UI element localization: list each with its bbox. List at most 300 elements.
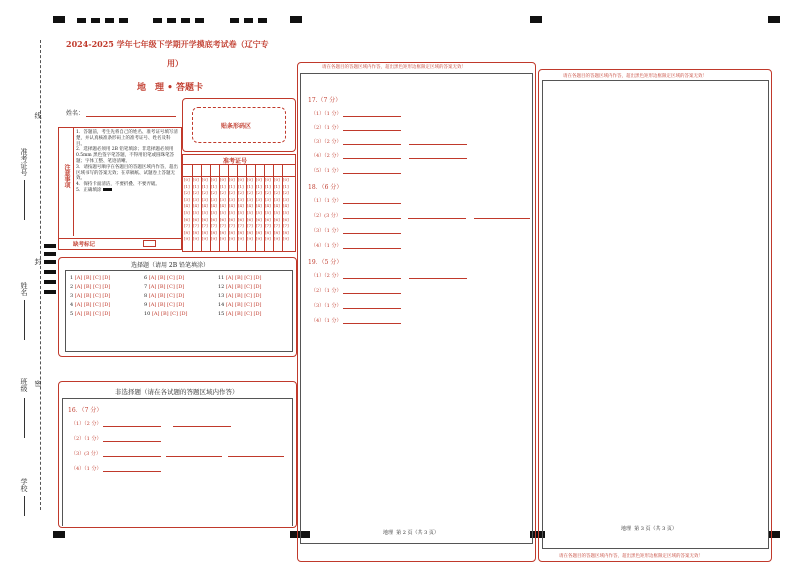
timing-mark [167,18,176,23]
q16-part-3 [71,450,284,457]
digit-bubble[interactable]: [0] [202,177,208,182]
digit-bubble[interactable]: [4] [184,203,190,209]
q19-heading: 19．（5 分） [308,259,343,266]
digit-bubble[interactable]: [4] [202,203,208,209]
answer-line[interactable] [343,124,401,131]
choice-column [70,274,110,319]
digit-bubble[interactable]: [7] [256,223,262,229]
answer-line[interactable] [343,272,401,279]
digit-bubble[interactable]: [9] [247,236,253,242]
digit-bubble[interactable]: [8] [265,229,271,235]
part-label: （5）（1 分） [311,168,342,174]
digit-bubble[interactable]: [8] [238,229,244,235]
digit-bubble[interactable]: [2] [265,190,271,196]
digit-bubble[interactable]: [0] [211,177,217,182]
barcode-label: 贴条形码区 [221,123,252,130]
notice-item-fill [76,188,178,194]
digit-bubble[interactable]: [5] [283,209,289,215]
answer-line[interactable] [409,138,467,145]
barcode-box [182,98,296,152]
subject-title: 地 理 • 答题卡 [137,83,204,93]
part-label: （3）(3 分） [71,451,101,457]
choice-row [144,283,187,292]
digit-bubble[interactable]: [5] [229,209,235,215]
digit-bubble[interactable]: [7] [274,223,280,229]
choice-bubbles[interactable]: [A] [B] [C] [D] [148,302,185,308]
digit-bubble[interactable]: [1] [265,183,271,189]
part-label: （3）（1 分） [311,228,342,234]
digit-bubble[interactable]: [8] [220,229,226,235]
answer-line[interactable] [409,272,467,279]
timing-mark [258,18,267,23]
timing-mark [768,16,780,23]
digit-bubble[interactable]: [6] [229,216,235,222]
q18-part-1 [311,197,401,204]
timing-mark [119,18,128,23]
answer-line[interactable] [343,138,401,145]
digit-bubble[interactable]: [3] [229,196,235,202]
answer-line[interactable] [103,465,161,472]
digit-bubble[interactable]: [0] [220,177,226,182]
digit-bubble[interactable]: [1] [211,183,217,189]
choice-bubbles[interactable]: [A] [B] [C] [D] [148,275,185,281]
part-label: （4）（2 分） [311,153,342,159]
exam-title: 2024-2025 学年七年级下学期开学摸底考试卷（辽宁专 [66,39,269,49]
student-name-row [66,108,176,117]
seal-mark-xian: 线 [34,112,42,119]
digit-bubble[interactable]: [8] [202,229,208,235]
q17-part-5 [311,167,401,174]
timing-mark [181,18,190,23]
answer-line[interactable] [343,152,401,159]
digit-bubble[interactable]: [7] [211,223,217,229]
digit-bubble[interactable]: [5] [265,209,271,215]
answer-line[interactable] [103,450,161,457]
q16-part-2 [71,435,161,442]
binding-line [40,40,41,510]
timing-mark [530,16,542,23]
digit-bubble[interactable]: [1] [193,183,199,189]
answer-line[interactable] [343,302,401,309]
digit-bubble[interactable]: [9] [238,236,244,242]
choice-bubbles[interactable]: [A] [B] [C] [D] [225,284,262,290]
part-label: （3）（2 分） [311,139,342,145]
choice-row [70,310,110,319]
choice-column [218,274,261,319]
notice-text [76,130,178,194]
choice-row [218,310,261,319]
margin-label-school: 学校 [20,478,28,492]
timing-mark [195,18,204,23]
digit-bubble[interactable]: [1] [229,183,235,189]
notice-item: 3．请按题号顺序在各题目的答题区域内作答，超出区域书写的答案无效；在草稿纸、试题卷上答题无效。 [76,164,178,182]
timing-mark [153,18,162,23]
digit-bubble[interactable]: [3] [184,196,190,202]
part-label: （1）（2 分） [311,273,342,279]
digit-bubble[interactable]: [9] [202,236,208,242]
choice-row [218,301,261,310]
question-number: 12 [218,284,226,290]
timing-mark [105,18,114,23]
choice-row [144,292,187,301]
digit-bubble[interactable]: [2] [220,190,226,196]
digit-bubble[interactable]: [7] [229,223,235,229]
digit-bubble[interactable]: [7] [193,223,199,229]
nonchoice-inner [62,398,293,526]
timing-mark [44,244,56,248]
part-label: （2）（1 分） [71,436,102,442]
digit-bubble[interactable]: [6] [265,216,271,222]
question-number: 11 [218,275,226,281]
margin-label-name: 姓名 [20,282,28,296]
question-number: 5 [70,311,75,317]
digit-bubble[interactable]: [1] [247,183,253,189]
digit-bubble[interactable]: [6] [274,216,280,222]
digit-bubble[interactable]: [2] [247,190,253,196]
q16-heading: 16．（7 分） [68,407,103,414]
digit-bubble[interactable]: [3] [202,196,208,202]
digit-bubble[interactable]: [0] [265,177,271,182]
digit-bubble[interactable]: [6] [220,216,226,222]
answer-line[interactable] [409,152,467,159]
digit-bubble[interactable]: [3] [238,196,244,202]
choice-row [70,301,110,310]
margin-label-class: 班级 [20,378,28,392]
choice-row [144,310,187,319]
digit-bubble[interactable]: [4] [274,203,280,209]
digit-bubble[interactable]: [5] [247,209,253,215]
part-label: （2）（1 分） [311,125,342,131]
digit-bubble[interactable]: [2] [274,190,280,196]
question-number: 14 [218,302,226,308]
choice-bubbles[interactable]: [A] [B] [C] [D] [225,275,262,281]
answer-line[interactable] [343,242,401,249]
digit-bubble[interactable]: [4] [247,203,253,209]
digit-bubble[interactable]: [5] [202,209,208,215]
digit-bubble[interactable]: [6] [193,216,199,222]
digit-bubble[interactable]: [9] [283,236,289,242]
digit-bubble[interactable]: [4] [193,203,199,209]
digit-bubble[interactable]: [1] [202,183,208,189]
digit-bubble[interactable]: [5] [274,209,280,215]
q17-part-4 [311,152,467,159]
digit-bubble[interactable]: [9] [220,236,226,242]
digit-bubble[interactable]: [8] [193,229,199,235]
exam-number-bubbles[interactable] [184,177,294,249]
digit-bubble[interactable]: [3] [274,196,280,202]
part-label: （1）（2 分） [71,421,102,427]
digit-bubble[interactable]: [8] [229,229,235,235]
digit-bubble[interactable]: [6] [211,216,217,222]
digit-bubble[interactable]: [0] [283,177,289,182]
choice-row [144,301,187,310]
answer-line[interactable] [103,420,161,427]
digit-bubble[interactable]: [7] [220,223,226,229]
margin-underline [24,180,25,220]
digit-column [193,177,199,243]
q16-part-1 [71,420,231,427]
seal-mark-feng: 封 [34,258,42,265]
timing-mark [44,290,56,294]
digit-bubble[interactable]: [1] [238,183,244,189]
q17-heading: 17.（7 分） [308,97,342,104]
digit-bubble[interactable]: [8] [184,229,190,235]
choice-section [58,257,297,357]
digit-column [274,177,280,243]
part-label: （2）（1 分） [311,288,342,294]
digit-bubble[interactable]: [2] [256,190,262,196]
digit-bubble[interactable]: [5] [184,209,190,215]
choice-bubbles[interactable]: [A] [B] [C] [D] [74,311,111,317]
seal-mark-mi: 密 [34,380,42,387]
middle-warning: 请在各题目的答题区域内作答，超出黑色矩形边框限定区域的答案无效！ [322,65,466,70]
q18-part-2 [311,212,530,219]
question-number: 2 [70,284,75,290]
digit-bubble[interactable]: [0] [256,177,262,182]
question-number: 1 [70,275,75,281]
digit-bubble[interactable]: [0] [247,177,253,182]
timing-mark [44,280,56,284]
choice-row [144,274,187,283]
answer-line[interactable] [343,197,401,204]
margin-underline [24,496,25,516]
digit-bubble[interactable]: [4] [283,203,289,209]
q19-part-4 [311,317,401,324]
digit-bubble[interactable]: [6] [202,216,208,222]
margin-underline [24,300,25,340]
nonchoice-section [58,381,297,528]
digit-bubble[interactable]: [6] [247,216,253,222]
exam-number-grid [182,154,296,252]
digit-bubble[interactable]: [4] [256,203,262,209]
digit-bubble[interactable]: [5] [238,209,244,215]
choice-row [70,274,110,283]
timing-mark [77,18,86,23]
digit-bubble[interactable]: [2] [283,190,289,196]
choice-title: 选择题（请用 2B 铅笔填涂） [131,262,210,269]
choice-row [218,274,261,283]
digit-bubble[interactable]: [0] [193,177,199,182]
q19-part-1 [311,272,467,279]
part-label: （4）（1 分） [311,243,342,249]
part-label: （4）（1 分） [71,466,102,472]
timing-mark [44,260,56,264]
digit-bubble[interactable]: [1] [256,183,262,189]
part-label: （1）（1 分） [311,198,342,204]
answer-line[interactable] [474,212,530,219]
digit-column [256,177,262,243]
digit-bubble[interactable]: [1] [274,183,280,189]
answer-line[interactable] [343,227,401,234]
answer-line[interactable] [343,287,401,294]
digit-column [247,177,253,243]
digit-bubble[interactable]: [3] [220,196,226,202]
digit-bubble[interactable]: [3] [256,196,262,202]
digit-bubble[interactable]: [9] [193,236,199,242]
digit-bubble[interactable]: [2] [238,190,244,196]
right-inner [542,80,769,549]
digit-bubble[interactable]: [4] [238,203,244,209]
choice-row [218,292,261,301]
q19-part-2 [311,287,401,294]
digit-bubble[interactable]: [7] [184,223,190,229]
digit-bubble[interactable]: [6] [283,216,289,222]
question-number: 7 [144,284,149,290]
digit-bubble[interactable]: [5] [256,209,262,215]
answer-line[interactable] [408,212,466,219]
digit-bubble[interactable]: [4] [265,203,271,209]
timing-mark [53,531,65,538]
digit-bubble[interactable]: [5] [193,209,199,215]
choice-bubbles[interactable]: [A] [B] [C] [D] [74,302,111,308]
digit-bubble[interactable]: [8] [211,229,217,235]
digit-bubble[interactable]: [9] [229,236,235,242]
notice-title: 注意事项 [63,164,70,188]
question-number: 9 [144,302,149,308]
choice-bubbles[interactable]: [A] [B] [C] [D] [225,293,262,299]
digit-bubble[interactable]: [9] [265,236,271,242]
timing-mark [244,18,253,23]
absent-row [58,238,182,250]
digit-column [220,177,226,243]
answer-line[interactable] [343,167,401,174]
question-number: 8 [144,293,149,299]
digit-bubble[interactable]: [4] [229,203,235,209]
timing-mark [53,16,65,23]
digit-bubble[interactable]: [5] [220,209,226,215]
part-label: （1）（1 分） [311,111,342,117]
exam-title-cont: 用） [167,58,183,68]
middle-inner [300,73,533,544]
q17-part-3 [311,138,467,145]
digit-bubble[interactable]: [7] [247,223,253,229]
digit-bubble[interactable]: [0] [274,177,280,182]
exam-number-title: 准考证号 [223,158,248,165]
digit-bubble[interactable]: [6] [256,216,262,222]
digit-bubble[interactable]: [4] [211,203,217,209]
digit-bubble[interactable]: [8] [283,229,289,235]
digit-column [202,177,208,243]
digit-column [238,177,244,243]
right-page [538,69,772,562]
question-number: 4 [70,302,75,308]
digit-bubble[interactable]: [0] [238,177,244,182]
digit-bubble[interactable]: [8] [274,229,280,235]
digit-bubble[interactable]: [2] [229,190,235,196]
choice-bubbles[interactable]: [A] [B] [C] [D] [225,311,262,317]
answer-line[interactable] [103,435,161,442]
absent-label: 缺考标记 [73,242,96,248]
digit-column [229,177,235,243]
digit-bubble[interactable]: [7] [265,223,271,229]
answer-line[interactable] [343,317,401,324]
timing-mark [44,270,56,274]
answer-line[interactable] [343,212,401,219]
digit-bubble[interactable]: [3] [193,196,199,202]
answer-line[interactable] [343,110,401,117]
choice-bubbles[interactable]: [A] [B] [C] [D] [74,284,111,290]
digit-column [211,177,217,243]
q18-part-3 [311,227,401,234]
digit-bubble[interactable]: [1] [283,183,289,189]
digit-bubble[interactable]: [3] [247,196,253,202]
page-footer: 地理 第 3 页（共 3 页） [621,526,677,532]
choice-row [70,283,110,292]
digit-bubble[interactable]: [9] [211,236,217,242]
digit-bubble[interactable]: [2] [211,190,217,196]
question-number: 13 [218,293,226,299]
answer-line[interactable] [173,420,231,427]
digit-bubble[interactable]: [9] [274,236,280,242]
digit-bubble[interactable]: [0] [184,177,190,182]
digit-bubble[interactable]: [9] [184,236,190,242]
choice-bubbles[interactable]: [A] [B] [C] [D] [148,284,185,290]
notice-item: 2．选择题必须用 2B 铅笔填涂；非选择题必须用 0.5mm 黑色签字笔答题，不得用铅笔或圆珠笔答题；字体工整、笔迹清晰。 [76,147,175,164]
part-label: （2）(3 分） [311,213,341,219]
student-name-label: 姓名： [66,110,85,117]
digit-bubble[interactable]: [7] [283,223,289,229]
answer-line[interactable] [166,450,222,457]
middle-page [297,62,536,562]
margin-label-kaohao: 准考证号 [20,148,28,176]
page-footer: 地理 第 2 页（共 3 页） [383,530,439,536]
question-number: 15 [218,311,226,317]
digit-bubble[interactable]: [4] [220,203,226,209]
notice-item: 5．正确填涂 [76,187,102,193]
student-name-field[interactable] [86,110,176,117]
digit-bubble[interactable]: [9] [256,236,262,242]
q17-part-2 [311,124,401,131]
digit-bubble[interactable]: [1] [184,183,190,189]
digit-bubble[interactable]: [7] [202,223,208,229]
notice-box [58,127,182,239]
timing-mark [91,18,100,23]
digit-bubble[interactable]: [2] [193,190,199,196]
q16-part-4 [71,465,161,472]
digit-bubble[interactable]: [7] [238,223,244,229]
choice-bubbles[interactable]: [A] [B] [C] [D] [74,275,111,281]
digit-column [283,177,289,243]
notice-item: 4．保持卡面清洁，不要折叠、不要弄破。 [76,182,160,188]
choice-bubbles[interactable]: [A] [B] [C] [D] [74,293,111,299]
choice-bubbles[interactable]: [A] [B] [C] [D] [225,302,262,308]
digit-bubble[interactable]: [1] [220,183,226,189]
choice-bubbles[interactable]: [A] [B] [C] [D] [151,311,188,317]
digit-bubble[interactable]: [8] [256,229,262,235]
absent-checkbox[interactable] [143,240,156,247]
answer-line[interactable] [228,450,284,457]
margin-underline [24,398,25,438]
digit-bubble[interactable]: [3] [265,196,271,202]
digit-bubble[interactable]: [3] [283,196,289,202]
digit-bubble[interactable]: [0] [229,177,235,182]
choice-inner [65,270,293,352]
digit-bubble[interactable]: [8] [247,229,253,235]
digit-bubble[interactable]: [6] [238,216,244,222]
timing-mark [230,18,239,23]
right-warning-top: 请在各题目的答题区域内作答，超出黑色矩形边框限定区域的答案无效！ [563,74,707,79]
choice-bubbles[interactable]: [A] [B] [C] [D] [148,293,185,299]
q18-part-4 [311,242,401,249]
digit-bubble[interactable]: [5] [211,209,217,215]
digit-column [265,177,271,243]
choice-column [144,274,187,319]
digit-bubble[interactable]: [2] [202,190,208,196]
nonchoice-title: 非选择题（请在各试题的答题区域内作答） [115,388,239,396]
digit-bubble[interactable]: [2] [184,190,190,196]
digit-bubble[interactable]: [3] [211,196,217,202]
digit-bubble[interactable]: [6] [184,216,190,222]
